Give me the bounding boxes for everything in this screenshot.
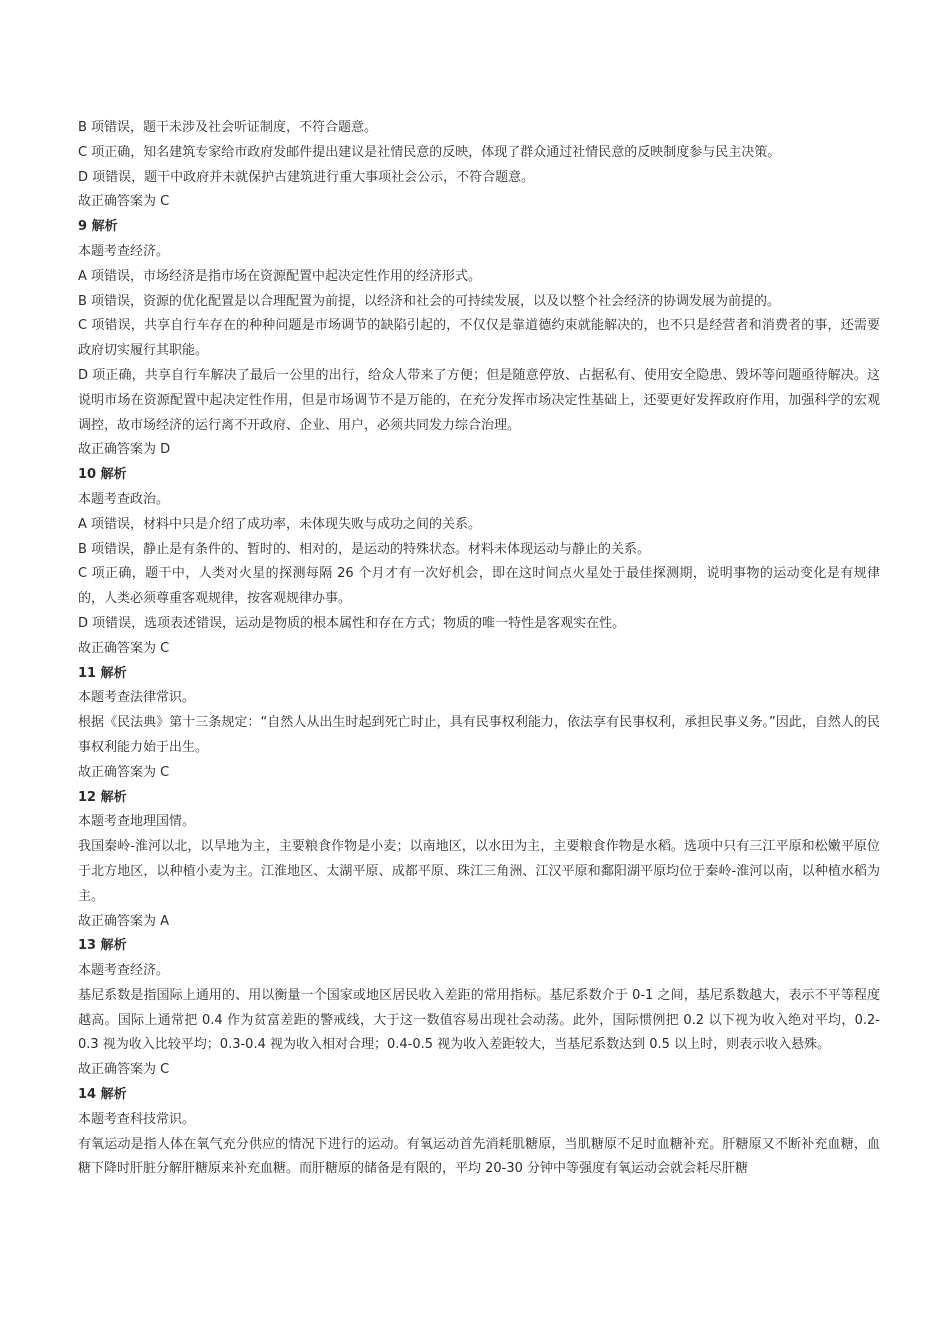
q12-answer: 故正确答案为 A (78, 913, 170, 929)
q14-intro: 本题考查科技常识。 (78, 1111, 196, 1127)
q14-heading: 14 解析 (78, 1087, 127, 1103)
q9-option-c: C 项错误，共享自行车存在的种种问题是市场调节的缺陷引起的，不仅仅是靠道德约束就能解决的，也不只是经营者和消费者的事，还需要政府切实履行其职能。 (78, 318, 880, 359)
q9-option-a: A 项错误，市场经济是指市场在资源配置中起决定性作用的经济形式。 (78, 268, 482, 284)
q12-body: 我国秦岭-淮河以北，以旱地为主，主要粮食作物是小麦；以南地区，以水田为主，主要粮食作物是水稻。选项中只有三江平原和松嫩平原位于北方地区，以种植小麦为主。江淮地区、太湖平原、成都平原、珠江三角洲、江汉平原和鄱阳湖平原均位于秦岭-淮河以南，以种植水稻为主。 (78, 839, 880, 904)
q10-option-d: D 项错误，选项表述错误，运动是物质的根本属性和存在方式；物质的唯一特性是客观实在性。 (78, 615, 626, 631)
q9-option-d: D 项正确，共享自行车解决了最后一公里的出行，给众人带来了方便；但是随意停放、占据私有、使用安全隐患、毁坏等问题亟待解决。这说明市场在资源配置中起决定性作用，但是市场调节不是万能的，在充分发挥市场决定性基础上，还要更好发挥政府作用，加强科学的宏观调控，故市场经济的运行离不开政府、企业、用户，必须共同发力综合治理。 (78, 367, 880, 433)
q14-body: 有氧运动是指人体在氧气充分供应的情况下进行的运动。有氧运动首先消耗肌糖原，当肌糖原不足时血糖补充。肝糖原又不断补充血糖，血糖下降时肝脏分解肝糖原来补充血糖。而肝糖原的储备是有限的，平均 20-30 分钟中等强度有氧运动会就会耗尽肝糖 (78, 1136, 880, 1177)
q11-heading: 11 解析 (78, 665, 127, 681)
q12-intro: 本题考查地理国情。 (78, 814, 196, 830)
q10-heading: 10 解析 (78, 467, 127, 483)
document-body (78, 116, 880, 1182)
q11-intro: 本题考查法律常识。 (78, 690, 196, 706)
q10-option-a: A 项错误，材料中只是介绍了成功率，未体现失败与成功之间的关系。 (78, 516, 482, 532)
q11-answer: 故正确答案为 C (78, 764, 170, 780)
q13-answer: 故正确答案为 C (78, 1062, 170, 1078)
q8-option-b: B 项错误，题干未涉及社会听证制度，不符合题意。 (78, 120, 378, 135)
q8-answer: 故正确答案为 C (78, 194, 170, 210)
q13-heading: 13 解析 (78, 938, 127, 954)
q11-body: 根据《民法典》第十三条规定：“自然人从出生时起到死亡时止，具有民事权利能力，依法享有民事权利，承担民事义务。”因此，自然人的民事权利能力始于出生。 (78, 715, 880, 755)
q9-intro: 本题考查经济。 (78, 243, 170, 259)
q8-option-d: D 项错误，题干中政府并未就保护古建筑进行重大事项社会公示，不符合题意。 (78, 169, 535, 185)
q8-option-c: C 项正确，知名建筑专家给市政府发邮件提出建议是社情民意的反映，体现了群众通过社情民意的反映制度参与民主决策。 (78, 144, 781, 160)
q10-option-c: C 项正确，题干中，人类对火星的探测每隔 26 个月才有一次好机会，即在这时间点火星处于最佳探测期，说明事物的运动变化是有规律的，人类必须尊重客观规律，按客观规律办事。 (78, 566, 880, 607)
q10-option-b: B 项错误，静止是有条件的、暂时的、相对的，是运动的特殊状态。材料未体现运动与静止的关系。 (78, 541, 651, 557)
q9-option-b: B 项错误，资源的优化配置是以合理配置为前提，以经济和社会的可持续发展，以及以整个社会经济的协调发展为前提的。 (78, 293, 781, 309)
q12-heading: 12 解析 (78, 789, 127, 805)
q13-intro: 本题考查经济。 (78, 963, 170, 979)
q10-intro: 本题考查政治。 (78, 491, 170, 507)
q9-heading: 9 解析 (78, 219, 118, 235)
q9-answer: 故正确答案为 D (78, 442, 171, 458)
q10-answer: 故正确答案为 C (78, 640, 170, 656)
q13-body: 基尼系数是指国际上通用的、用以衡量一个国家或地区居民收入差距的常用指标。基尼系数介于 0-1 之间，基尼系数越大，表示不平等程度越高。国际上通常把 0.4 作为贫富差距的警戒线，大于这一数值容易出现社会动荡。此外，国际惯例把 0.2 以下视为收入绝对平均，0.2-0.3 视为收入比较平均；0.3-0.4 视为收入相对合理；0.4-0.5 视为收入差距较大，当基尼系数达到 0.5 以上时，则表示收入悬殊。 (78, 987, 880, 1053)
